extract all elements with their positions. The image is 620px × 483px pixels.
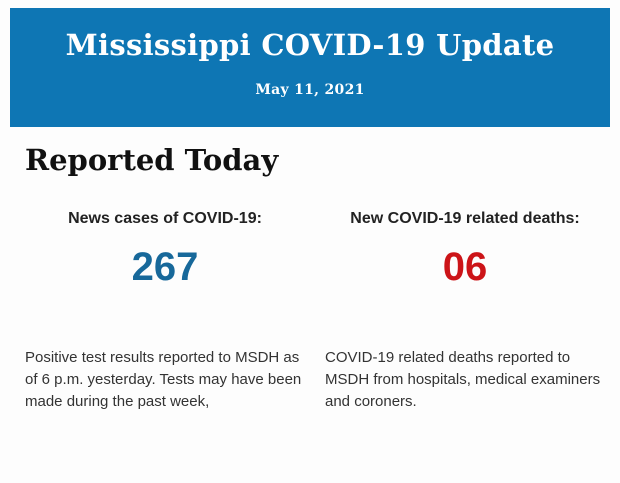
deaths-count: 06 — [442, 245, 488, 289]
cases-count: 267 — [131, 245, 199, 289]
report-body — [0, 127, 620, 413]
cases-description: Positive test results reported to MSDH as of 6 p.m. yesterday. Tests may have been made during the past week, — [25, 349, 302, 410]
cases-label: News cases of COVID-19: — [68, 210, 262, 227]
stat-new-deaths — [325, 210, 605, 413]
deaths-label: New COVID-19 related deaths: — [350, 210, 580, 227]
stats-grid — [0, 210, 620, 413]
stat-new-cases — [25, 210, 305, 413]
banner-title: Mississippi COVID-19 Update — [65, 28, 555, 62]
banner-date: May 11, 2021 — [255, 82, 365, 98]
section-heading: Reported Today — [25, 143, 279, 177]
header-banner — [10, 8, 610, 127]
deaths-description: COVID-19 related deaths reported to MSDH from hospitals, medical examiners and coroners. — [325, 349, 601, 410]
